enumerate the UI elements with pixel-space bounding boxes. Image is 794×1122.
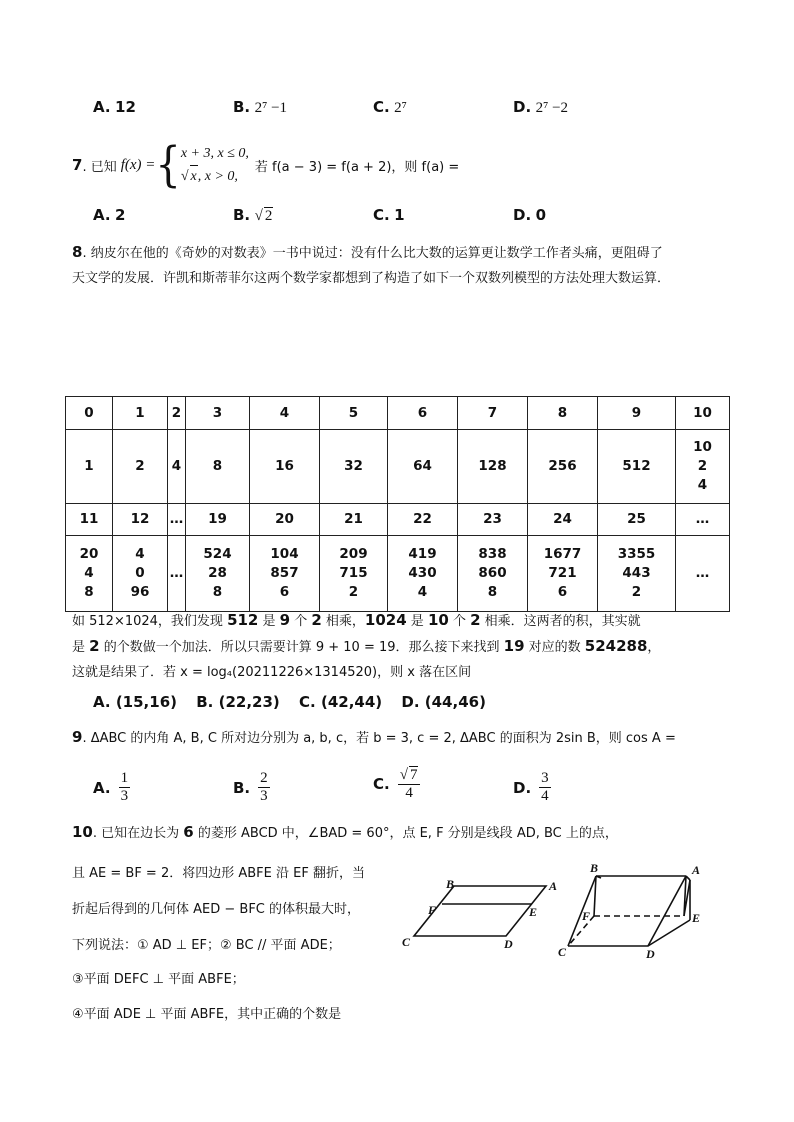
q7-option-d: D. 0 [513, 206, 547, 224]
q7-option-b: B. √ 2 [233, 206, 273, 224]
table-row [66, 430, 730, 504]
table-cell: … [168, 536, 186, 612]
table-cell: 128 [458, 430, 528, 504]
table-row [66, 504, 730, 536]
label-f: F [428, 903, 437, 917]
q9-option-d: D. $\frac{3}{4}$ [513, 770, 549, 805]
table-cell: … [168, 504, 186, 536]
table-cell: 4 [250, 397, 320, 430]
q8-options [93, 693, 486, 711]
q7-stem: 7 . 已知 f(x) = { x + 3, x ≤ 0, √ x, x > 0, 若 f(a − 3) = f(a + 2)，则 f(a) = [72, 137, 460, 193]
table-cell: 838 860 8 [458, 536, 528, 612]
table-cell: 1 [113, 397, 168, 430]
table-cell: … [676, 504, 730, 536]
label-d2: D [646, 947, 655, 961]
table-cell: 24 [528, 504, 598, 536]
label-f2: F [582, 909, 591, 923]
table-cell: 8 [528, 397, 598, 430]
table-cell: 20 [250, 504, 320, 536]
q6-option-c: C. 2⁷ [373, 98, 407, 116]
q10-line4: 下列说法：① AD ⊥ EF；② BC // 平面 ADE； [72, 938, 341, 953]
q10-line2: 且 AE = BF = 2．将四边形 ABFE 沿 EF 翻折，当 [72, 866, 365, 881]
table-cell: 5 [320, 397, 388, 430]
table-cell: 10 [676, 397, 730, 430]
table-cell: 1 [66, 430, 113, 504]
table-cell: 11 [66, 504, 113, 536]
table-cell: 4 [168, 430, 186, 504]
q10-line5: ③平面 DEFC ⊥ 平面 ABFE； [72, 972, 245, 987]
q9-stem: 9. ΔABC 的内角 A, B, C 所对边分别为 a, b, c，若 b = 3, c = 2, ΔABC 的面积为 2sin B，则 cos A = [72, 728, 676, 746]
q8-explanation: 如 512×1024，我们发现 512 是 9 个 2 相乘，1024 是 10 个 2 相乘．这两者的积，其实就 是 2 的个数做一个加法．所以只需要计算 9 + 10 = 19．那么接下来找到 19 对应的数 524288， 这就是结果了．若 x = log₄(20211226×1314520)，则 x 落在区间 [72, 611, 661, 680]
table-cell: 12 [113, 504, 168, 536]
label-c: C [402, 935, 411, 949]
table-cell: 0 [66, 397, 113, 430]
label-e2: E [692, 911, 701, 925]
table-cell: 1677 721 6 [528, 536, 598, 612]
table-row [66, 536, 730, 612]
table-cell: 4 0 96 [113, 536, 168, 612]
table-cell: 256 [528, 430, 598, 504]
table-cell: 2 [113, 430, 168, 504]
table-cell: 21 [320, 504, 388, 536]
q8-option-a: A. (15,16) [93, 693, 177, 711]
table-cell: 512 [598, 430, 676, 504]
label-c2: C [558, 945, 567, 959]
table-cell: 10 2 4 [676, 430, 730, 504]
q8-option-b: B. (22,23) [196, 693, 280, 711]
table-cell: 2 [168, 397, 186, 430]
table-cell: 6 [388, 397, 458, 430]
table-cell: 19 [186, 504, 250, 536]
q8-option-c: C. (42,44) [299, 693, 383, 711]
q6-option-d: D. 2⁷ −2 [513, 98, 569, 116]
table-cell: 20 4 8 [66, 536, 113, 612]
table-cell: 104 857 6 [250, 536, 320, 612]
table-cell: 32 [320, 430, 388, 504]
label-e: E [529, 905, 538, 919]
table-cell: 419 430 4 [388, 536, 458, 612]
label-d: D [504, 937, 513, 951]
table-cell: 64 [388, 430, 458, 504]
q10-stem-line1: 10. 已知在边长为 6 的菱形 ABCD 中，∠BAD = 60°，点 E, F 分别是线段 AD, BC 上的点， [72, 823, 618, 841]
table-cell: 3 [186, 397, 250, 430]
q9-option-b: B. $\frac{2}{3}$ [233, 770, 268, 805]
table-row [66, 397, 730, 430]
table-cell: 25 [598, 504, 676, 536]
table-cell: 22 [388, 504, 458, 536]
rhombus-fold-figure [396, 858, 716, 964]
napier-table [65, 396, 730, 612]
piecewise-brace: { [155, 137, 181, 193]
q9-option-a: A. $\frac{1}{3}$ [93, 770, 129, 805]
table-cell: … [676, 536, 730, 612]
q9-option-c: C. $\frac{√ 7}{4}$ [373, 766, 420, 803]
table-cell: 23 [458, 504, 528, 536]
table-cell: 3355 443 2 [598, 536, 676, 612]
label-b: B [446, 877, 455, 891]
table-cell: 524 28 8 [186, 536, 250, 612]
q8-stem: 8. 纳皮尔在他的《奇妙的对数表》一书中说过：没有什么比大数的运算更让数学工作者头痛，更阻碍了 天文学的发展．许凯和斯蒂菲尔这两个数学家都想到了构造了如下一个双数列模型的方法处理大数运算． [72, 243, 671, 286]
table-cell: 16 [250, 430, 320, 504]
q6-option-b: B. 2⁷ −1 [233, 98, 288, 116]
table-cell: 8 [186, 430, 250, 504]
q7-option-c: C. 1 [373, 206, 405, 224]
q10-line6: ④平面 ADE ⊥ 平面 ABFE，其中正确的个数是 [72, 1007, 342, 1022]
table-cell: 9 [598, 397, 676, 430]
piecewise-cases: x + 3, x ≤ 0, √ x, x > 0, [181, 143, 249, 188]
table-cell: 7 [458, 397, 528, 430]
label-a: A [549, 879, 558, 893]
q8-option-d: D. (44,46) [401, 693, 486, 711]
label-a2: A [692, 863, 701, 877]
q6-option-a: A. 12 [93, 98, 136, 116]
q10-line3: 折起后得到的几何体 AED − BFC 的体积最大时， [72, 902, 361, 917]
q7-option-a: A. 2 [93, 206, 126, 224]
table-cell: 209 715 2 [320, 536, 388, 612]
label-b2: B [590, 861, 599, 875]
